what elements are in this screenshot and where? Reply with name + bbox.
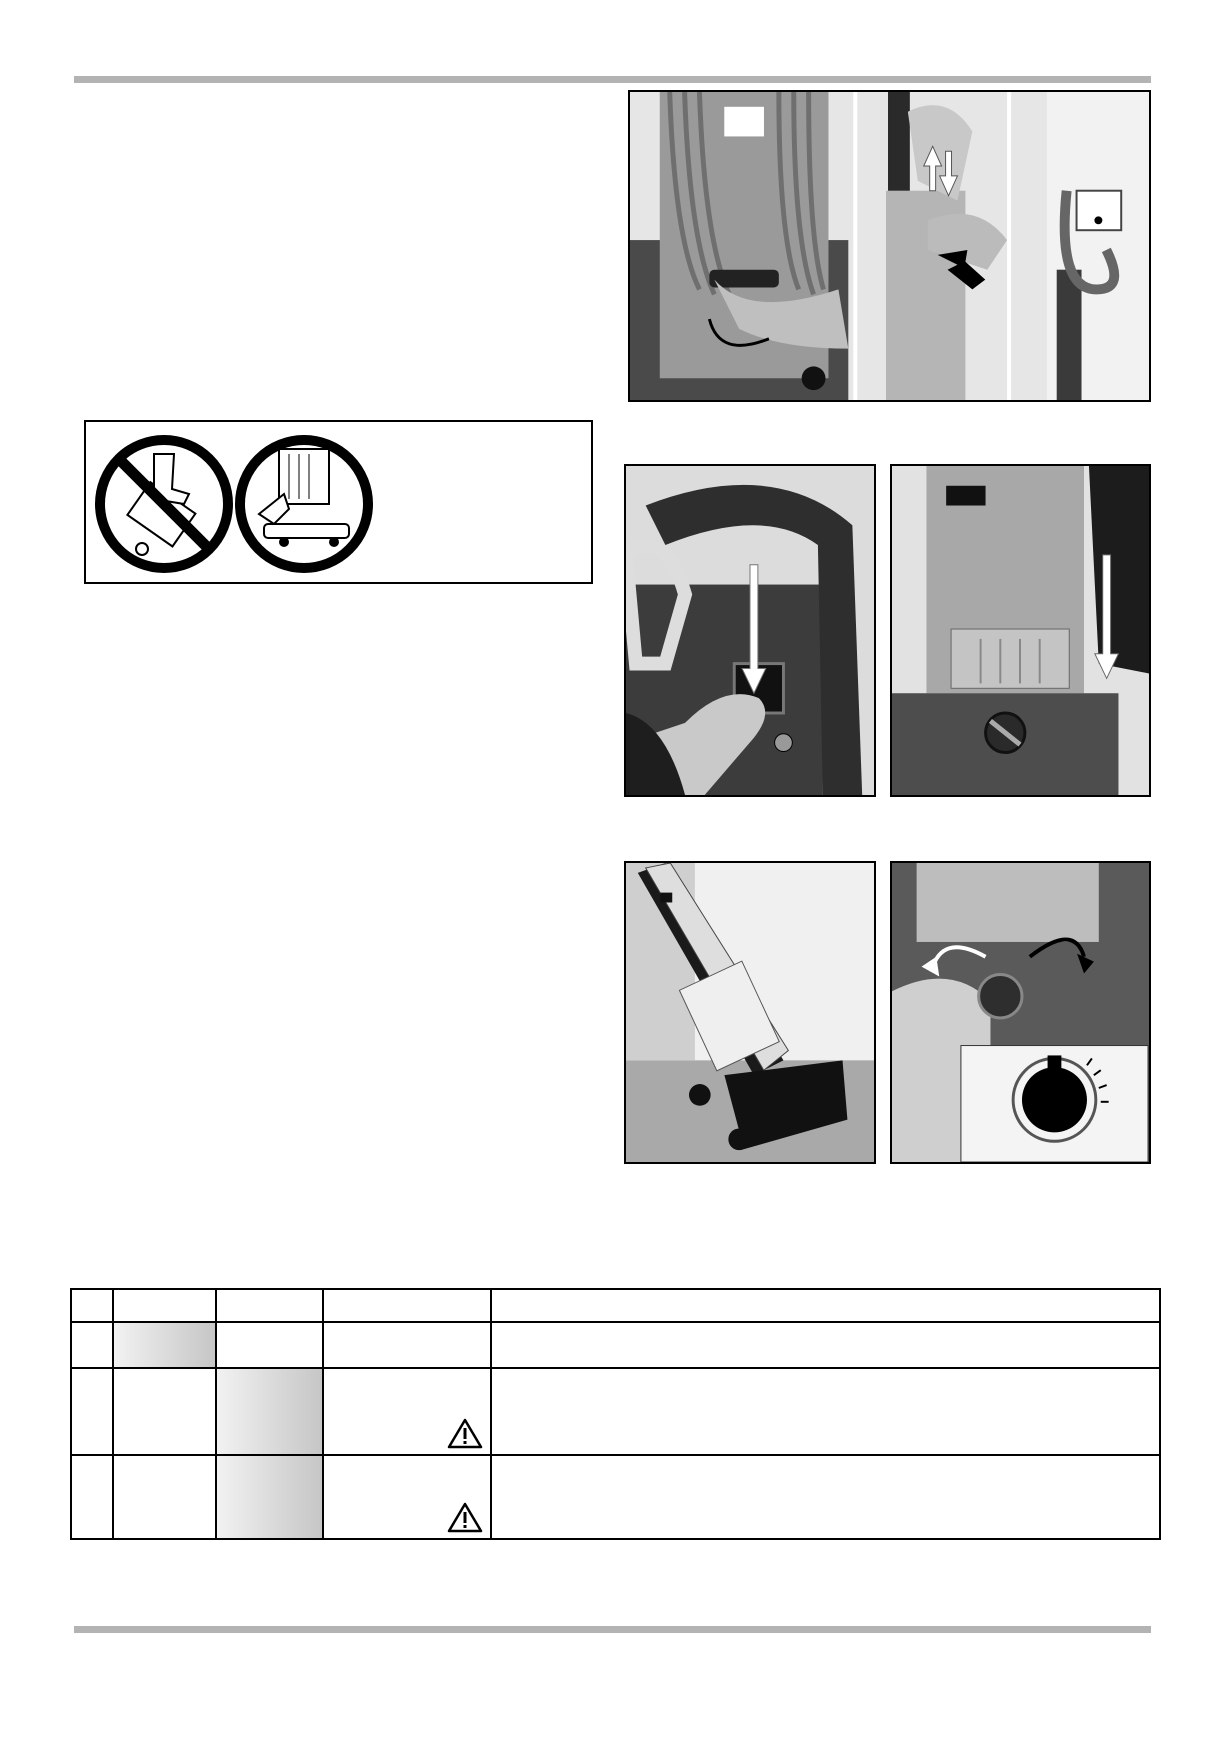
table-cell (323, 1322, 491, 1368)
brush-height-knob-photo (890, 861, 1151, 1164)
brush-height-knob-illustration (892, 863, 1149, 1162)
foot-pedal-illustration (892, 466, 1149, 795)
upright-vacuum-illustration (626, 863, 874, 1162)
table-cell (71, 1322, 113, 1368)
table-header-cell (491, 1289, 1160, 1322)
table-cell-shaded (113, 1322, 216, 1368)
warning-triangle-icon (446, 1501, 484, 1534)
foot-pedal-photo (890, 464, 1151, 797)
table-cell (491, 1368, 1160, 1455)
table-row (71, 1368, 1160, 1455)
cord-storage-illustration (630, 92, 1149, 400)
top-rule (74, 76, 1151, 83)
no-foot-on-cord-icon (94, 434, 234, 574)
table-row (71, 1322, 1160, 1368)
upright-vacuum-photo (624, 861, 876, 1164)
table-cell-shaded (216, 1455, 323, 1539)
power-switch-illustration (626, 466, 874, 795)
table-cell (71, 1368, 113, 1455)
table-cell-warning (323, 1455, 491, 1539)
table-cell (71, 1455, 113, 1539)
table-header-row (71, 1289, 1160, 1322)
table-row (71, 1455, 1160, 1539)
table-cell (491, 1322, 1160, 1368)
power-switch-photo (624, 464, 876, 797)
table-cell (113, 1368, 216, 1455)
foot-on-pedal-icon (234, 434, 374, 574)
table-cell (216, 1322, 323, 1368)
table-header-cell (71, 1289, 113, 1322)
cord-storage-photo (628, 90, 1151, 402)
table-cell (113, 1455, 216, 1539)
foot-usage-warning-box (84, 420, 593, 584)
troubleshooting-table (70, 1288, 1161, 1540)
warning-triangle-icon (446, 1417, 484, 1450)
table-header-cell (323, 1289, 491, 1322)
table-header-cell (216, 1289, 323, 1322)
table-cell-warning (323, 1368, 491, 1455)
table-header-cell (113, 1289, 216, 1322)
table-cell (491, 1455, 1160, 1539)
bottom-rule (74, 1626, 1151, 1633)
table-cell-shaded (216, 1368, 323, 1455)
